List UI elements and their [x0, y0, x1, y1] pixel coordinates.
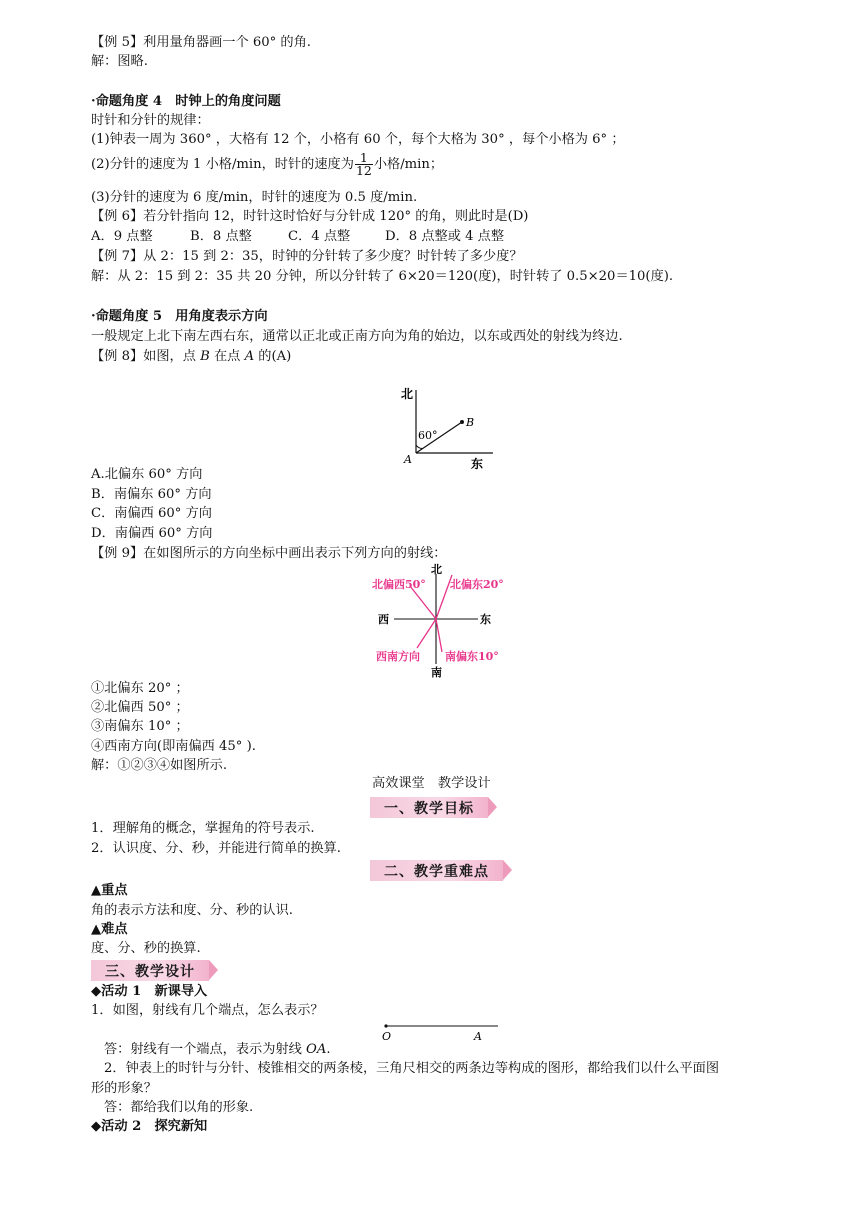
example-8-point-b: B	[200, 349, 210, 364]
example-7-answer: 解：从 2：15 到 2：35 共 20 分钟，所以分针转了 6×20＝120(度)，时针转了 0.5×20＝10(度).	[91, 269, 674, 284]
angle-arc	[416, 445, 423, 449]
activity-1-question-1: 1．如图，射线有几个端点，怎么表示？	[91, 1003, 324, 1018]
activity-1-answer-1	[104, 1041, 331, 1059]
example-9-item-2: ②北偏西 50° ；	[91, 700, 189, 715]
example-8-text-pre: 【例 8】如图，点	[91, 349, 201, 364]
clock-rule-3: (3)分针的速度为 6 度/min，时针的速度为 0.5 度/min.	[91, 190, 418, 205]
activity-2-title: ◆活动 2 探究新知	[91, 1119, 208, 1134]
design-header: 高效课堂 教学设计	[372, 776, 491, 791]
point-o-label: O	[382, 1030, 392, 1043]
banner-arrow	[503, 860, 512, 880]
example-6-question: 【例 6】若分针指向 12，时针这时恰好与分针成 120° 的角，则此时是(D)	[91, 209, 529, 224]
difficulty-label: ▲难点	[91, 922, 128, 937]
example-7-question: 【例 7】从 2：15 到 2：35，时钟的分针转了多少度？时针转了多少度？	[91, 249, 523, 264]
banner-label: 一、教学目标	[384, 801, 474, 817]
banner-label: 二、教学重难点	[384, 864, 489, 880]
example-8-option-c: C．南偏西 60° 方向	[91, 506, 212, 521]
example-8-point-a: A	[244, 349, 255, 364]
example-6-option-c: C．4 点整	[288, 229, 351, 244]
clock-rule-intro: 时针和分针的规律：	[91, 113, 210, 128]
clock-rule-1: (1)钟表一周为 360° ，大格有 12 个，小格有 60 个，每个大格为 30° ，每个小格为 6° ；	[91, 132, 625, 147]
banner-arrow	[209, 960, 218, 980]
activity-1-question-2-line-2: 形的形象？	[91, 1081, 157, 1096]
label-north-east-20: 北偏东20°	[450, 578, 504, 591]
example-9-answer: 解：①②③④如图所示.	[91, 758, 228, 773]
example-8-direction-figure	[395, 382, 505, 472]
banner-arrow	[488, 797, 497, 817]
label-south-east-10: 南偏东10°	[445, 650, 499, 663]
example-9-item-1: ①北偏东 20° ；	[91, 681, 189, 696]
banner-key-points	[370, 860, 503, 881]
key-label: ▲重点	[91, 883, 128, 898]
section-angle-4-title: ·命题角度 4 时钟上的角度问题	[91, 94, 281, 109]
point-a-label: A	[474, 1030, 482, 1043]
clock-rule-2	[91, 152, 443, 177]
east-label: 东	[480, 613, 491, 626]
example-5-question: 【例 5】利用量角器画一个 60° 的角.	[91, 35, 311, 50]
activity-1-answer-2: 答：都给我们以角的形象.	[104, 1100, 254, 1115]
example-8-question	[91, 348, 291, 366]
example-8-option-a: A.北偏东 60° 方向	[91, 467, 203, 482]
answer-1-end: .	[326, 1042, 331, 1057]
example-9-direction-figure	[370, 562, 520, 680]
example-8-text-mid: 在点	[209, 349, 245, 364]
example-8-text-post: 的(A)	[254, 349, 292, 364]
activity-1-question-2-line-1: 2．钟表上的时针与分针、棱锥相交的两条棱，三角尺相交的两条边等构成的图形，都给我们以什么平面图	[104, 1061, 720, 1076]
south-label: 南	[431, 666, 442, 679]
example-6-option-b: B．8 点整	[190, 229, 252, 244]
answer-1-ray-name: OA	[306, 1042, 327, 1057]
fraction-denominator: 12	[355, 163, 372, 178]
point-a-label: A	[404, 453, 412, 466]
point-o-dot	[384, 1024, 387, 1027]
west-label: 西	[378, 613, 389, 626]
banner-teaching-goals	[370, 797, 488, 818]
example-5-answer: 解：图略.	[91, 54, 148, 69]
ray-south-west	[417, 619, 436, 648]
goal-2: 2．认识度、分、秒，并能进行简单的换算.	[91, 841, 341, 856]
goal-1: 1．理解角的概念，掌握角的符号表示.	[91, 821, 315, 836]
example-8-option-b: B．南偏东 60° 方向	[91, 487, 212, 502]
example-8-option-d: D．南偏西 60° 方向	[91, 526, 213, 541]
example-6-option-a: A．9 点整	[91, 229, 153, 244]
angle-label: 60°	[418, 429, 438, 442]
example-6-option-d: D．8 点整或 4 点整	[385, 229, 505, 244]
east-label: 东	[471, 457, 484, 471]
ray-south-east-10	[436, 619, 442, 652]
clock-rule-2-text: (2)分针的速度为 1 小格/min，时针的速度为	[91, 157, 354, 172]
label-north-west-50: 北偏西50°	[372, 578, 426, 591]
key-text: 角的表示方法和度、分、秒的认识.	[91, 903, 294, 918]
fraction-numerator: 1	[355, 152, 373, 165]
north-label: 北	[431, 563, 442, 576]
clock-rule-2-unit: 小格/min；	[373, 157, 444, 172]
direction-rule: 一般规定上北下南左西右东，通常以正北或正南方向为角的始边，以东或西处的射线为终边.	[91, 329, 623, 344]
banner-label: 三、教学设计	[105, 964, 195, 980]
banner-teaching-design	[91, 960, 209, 981]
example-9-question: 【例 9】在如图所示的方向坐标中画出表示下列方向的射线：	[91, 546, 447, 561]
section-angle-5-title: ·命题角度 5 用角度表示方向	[91, 309, 268, 324]
label-south-west: 西南方向	[376, 650, 420, 663]
ray-oa-figure	[378, 1018, 508, 1044]
point-b-dot	[460, 420, 464, 424]
example-9-item-4: ④西南方向(即南偏西 45° ).	[91, 739, 256, 754]
activity-1-title: ◆活动 1 新课导入	[91, 984, 208, 999]
answer-1-text: 答：射线有一个端点，表示为射线	[104, 1042, 307, 1057]
difficulty-text: 度、分、秒的换算.	[91, 941, 201, 956]
north-label: 北	[401, 387, 414, 401]
point-b-label: B	[466, 416, 475, 429]
example-9-item-3: ③南偏东 10° ；	[91, 719, 189, 734]
fraction-one-twelfth	[355, 152, 373, 177]
